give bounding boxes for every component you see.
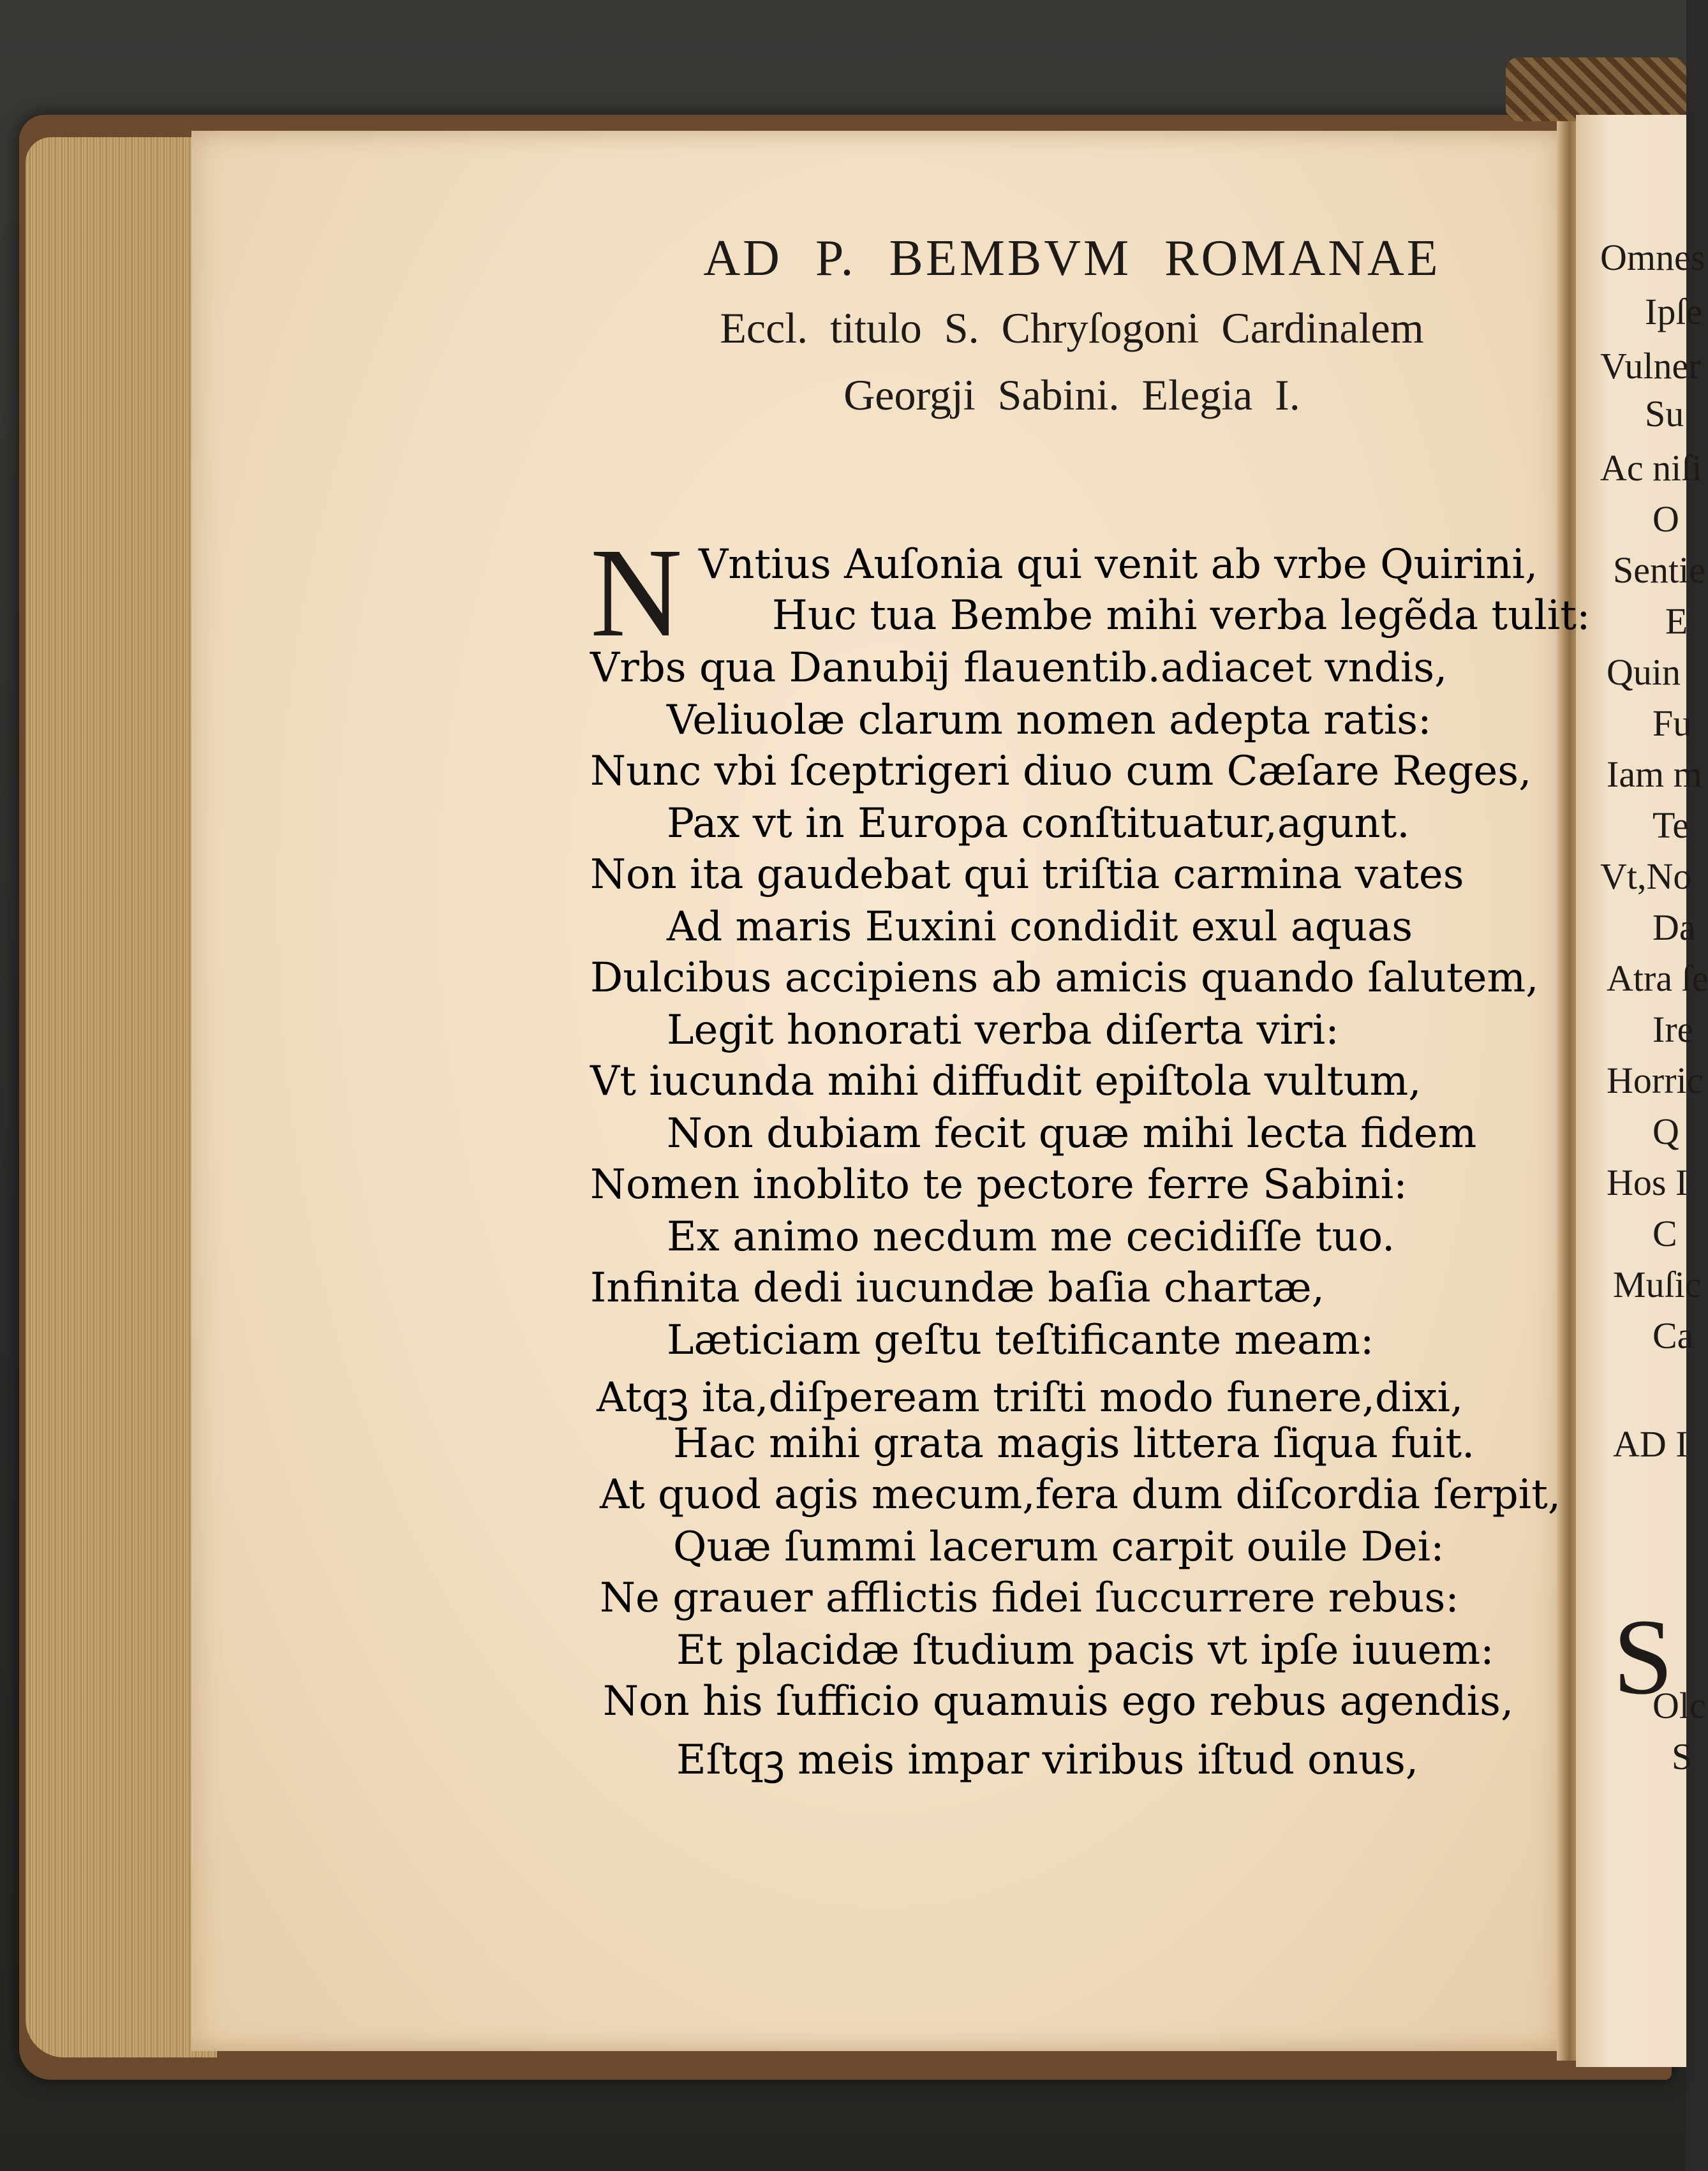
next-page-fragment: Ca [1652, 1315, 1694, 1356]
next-page-fragment: Q [1652, 1111, 1679, 1152]
next-page-fragment: Atra ſe [1607, 958, 1708, 999]
next-page-fragment: S [1613, 1597, 1674, 1717]
poem-line: Læticiam geſtu teſtificante meam: [667, 1317, 1374, 1364]
next-page-fragment: AD I [1613, 1423, 1688, 1465]
next-page-fragment: Ire [1652, 1009, 1694, 1050]
poem-line: Legit honorati verba diſerta viri: [667, 1007, 1339, 1054]
poem-line: Nomen inoblito te pectore ferre Sabini: [590, 1161, 1407, 1208]
poem-line: Ne grauer afflictis fidei ſuccurrere rebus: [600, 1575, 1459, 1622]
poem-line: Hac mihi grata magis littera ſiqua fuit. [673, 1420, 1475, 1467]
heading-line-3: Georgji Sabini. Elegia I. [843, 371, 1300, 419]
next-page-fragment: Fu [1652, 702, 1692, 744]
heading-line-2: Eccl. titulo S. Chryſogoni Cardinalem [720, 304, 1424, 352]
poem-line: Non dubiam fecit quæ mihi lecta fidem [667, 1110, 1477, 1157]
next-page-fragment: Su [1645, 393, 1684, 434]
next-page-fragment: Ac niſi [1600, 447, 1702, 489]
poem-line: Eſtqꝫ meis impar viribus iſtud onus, [676, 1737, 1419, 1784]
poem-line: Huc tua Bembe mihi verba legẽda tulit: [772, 592, 1591, 639]
next-page-fragment: S [1672, 1736, 1693, 1777]
next-page-fragment: Vt,No [1600, 856, 1692, 897]
poem-line: Pax vt in Europa conſtituatur,agunt. [667, 800, 1410, 847]
next-page-fragment: Sentie [1613, 549, 1705, 591]
next-page-fragment: C [1652, 1213, 1677, 1254]
poem-line: Infinita dedi iucundæ baſia chartæ, [590, 1264, 1325, 1312]
next-page-fragment: Iam m [1607, 753, 1702, 795]
next-page-fragment: O [1652, 498, 1679, 540]
poem-line: Quæ ſummi lacerum carpit ouile Dei: [673, 1523, 1444, 1571]
page-edges [26, 137, 217, 2057]
poem-line: At quod agis mecum,fera dum diſcordia ſerpit, [600, 1471, 1561, 1518]
next-page-fragment: Te [1652, 804, 1689, 846]
poem-line: Ex animo necdum me cecidiſſe tuo. [667, 1213, 1395, 1261]
poem-line: Non his ſufficio quamuis ego rebus agendis, [603, 1678, 1514, 1725]
next-page-fragment: Omnes [1600, 237, 1705, 278]
poem-line: Non ita gaudebat qui triſtia carmina vates [590, 851, 1464, 898]
poem-line: Dulcibus accipiens ab amicis quando ſalutem, [590, 954, 1539, 1002]
next-page-fragment: E [1665, 600, 1688, 642]
poem-line: Vrbs qua Danubij flauentib.adiacet vndis, [590, 644, 1448, 692]
next-page-fragment: Ipſe [1645, 291, 1703, 332]
poem-line: Atqꝫ ita,diſpeream triſti modo funere,dixi, [597, 1374, 1464, 1421]
next-page-fragment: Quin [1607, 651, 1681, 693]
poem-line: Ad maris Euxini condidit exul aquas [667, 903, 1413, 951]
next-page-fragment: Da [1652, 907, 1696, 948]
binding-string [1506, 57, 1686, 121]
poem-line: Vntius Auſonia qui venit ab vrbe Quirini, [699, 541, 1538, 588]
poem-line: Nunc vbi ſceptrigeri diuo cum Cæſare Reges, [590, 748, 1532, 795]
poem-line: Vt iucunda mihi diffudit epiſtola vultum, [590, 1058, 1422, 1105]
next-page-fragment: Vulner [1600, 345, 1701, 387]
next-page-fragment: Hos I [1607, 1162, 1688, 1203]
poem-line: Et placidæ ſtudium pacis vt ipſe iuuem: [676, 1627, 1494, 1674]
drop-cap: N [590, 522, 683, 663]
next-page-fragment: Muſic [1613, 1264, 1702, 1305]
poem-line: Veliuolæ clarum nomen adepta ratis: [667, 697, 1432, 744]
next-page-fragment: Horric [1607, 1060, 1704, 1101]
heading-line-1: AD P. BEMBVM ROMANAE [703, 230, 1441, 286]
next-page-fragment: Olc [1652, 1685, 1706, 1726]
